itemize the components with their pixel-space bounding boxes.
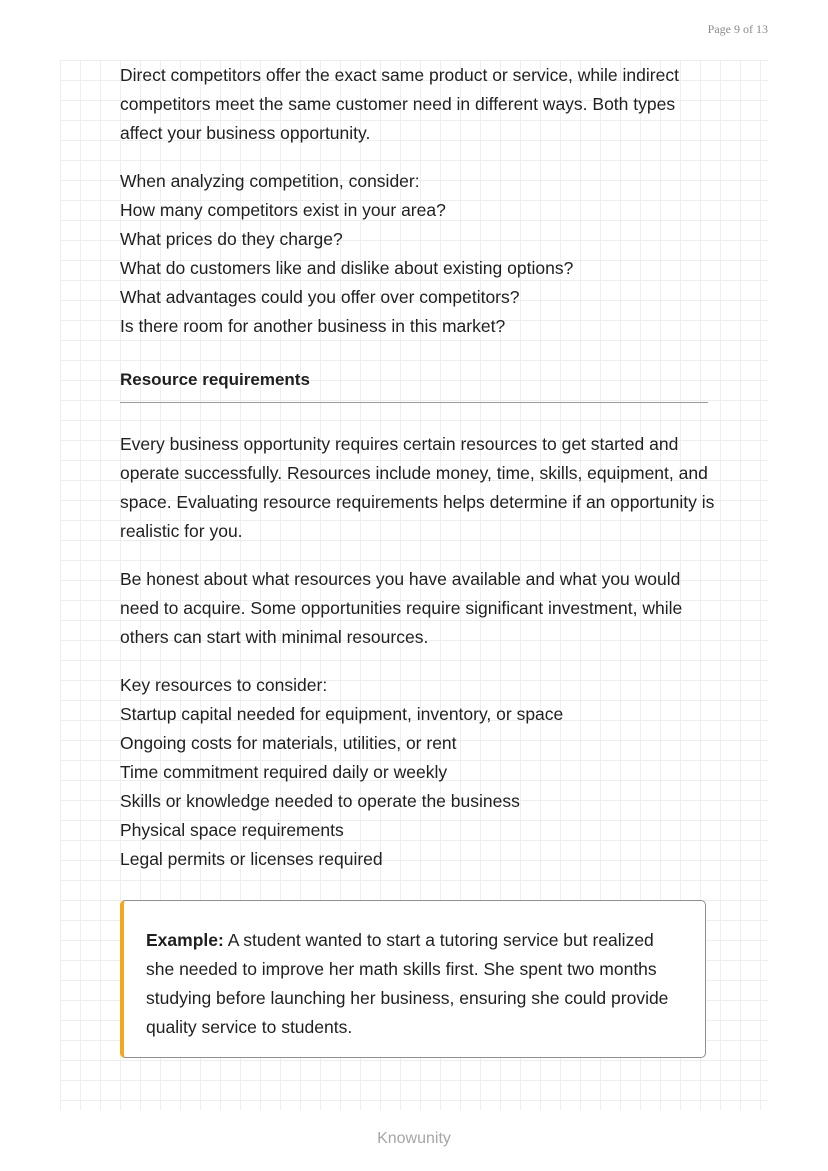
resources-paragraph-2: Be honest about what resources you have available and what you would need to acquire. Some opportunities require significant investment, while others can start with minimal resources. xyxy=(120,569,683,647)
resources-paragraph-1: Every business opportunity requires certain resources to get started and operate successfully. Resources include money, time, skills, equipment, and space. Evaluating resource requirements helps determine if an opportunity is realistic for you. xyxy=(120,434,715,541)
list-item: Is there room for another business in this market? xyxy=(120,316,506,336)
example-label: Example: xyxy=(146,930,224,950)
list-item: When analyzing competition, consider: xyxy=(120,171,420,191)
list-item: Time commitment required daily or weekly xyxy=(120,762,448,782)
list-item: Startup capital needed for equipment, inventory, or space xyxy=(120,704,564,724)
list-item: What prices do they charge? xyxy=(120,229,343,249)
list-item: Skills or knowledge needed to operate the business xyxy=(120,791,520,811)
list-item: Key resources to consider: xyxy=(120,675,328,695)
section-divider xyxy=(120,402,708,403)
list-item: What do customers like and dislike about existing options? xyxy=(120,258,574,278)
list-item: What advantages could you offer over competitors? xyxy=(120,287,520,307)
example-callout xyxy=(120,900,706,1058)
footer-brand: Knowunity xyxy=(377,1130,451,1147)
list-item: Legal permits or licenses required xyxy=(120,849,383,869)
list-item: Physical space requirements xyxy=(120,820,344,840)
page-number: Page 9 of 13 xyxy=(707,22,768,36)
page-content xyxy=(120,61,720,893)
example-text: A student wanted to start a tutoring service but realized she needed to improve her math skills first. She spent two months studying before launching her business, ensuring she could provide quality service to students. xyxy=(146,930,669,1037)
competition-questions xyxy=(120,167,720,341)
section-heading: Resource requirements xyxy=(120,370,310,389)
key-resources-list xyxy=(120,671,720,874)
list-item: How many competitors exist in your area? xyxy=(120,200,446,220)
list-item: Ongoing costs for materials, utilities, or rent xyxy=(120,733,457,753)
competitors-paragraph: Direct competitors offer the exact same product or service, while indirect competitors meet the same customer need in different ways. Both types affect your business opportunity. xyxy=(120,65,679,143)
